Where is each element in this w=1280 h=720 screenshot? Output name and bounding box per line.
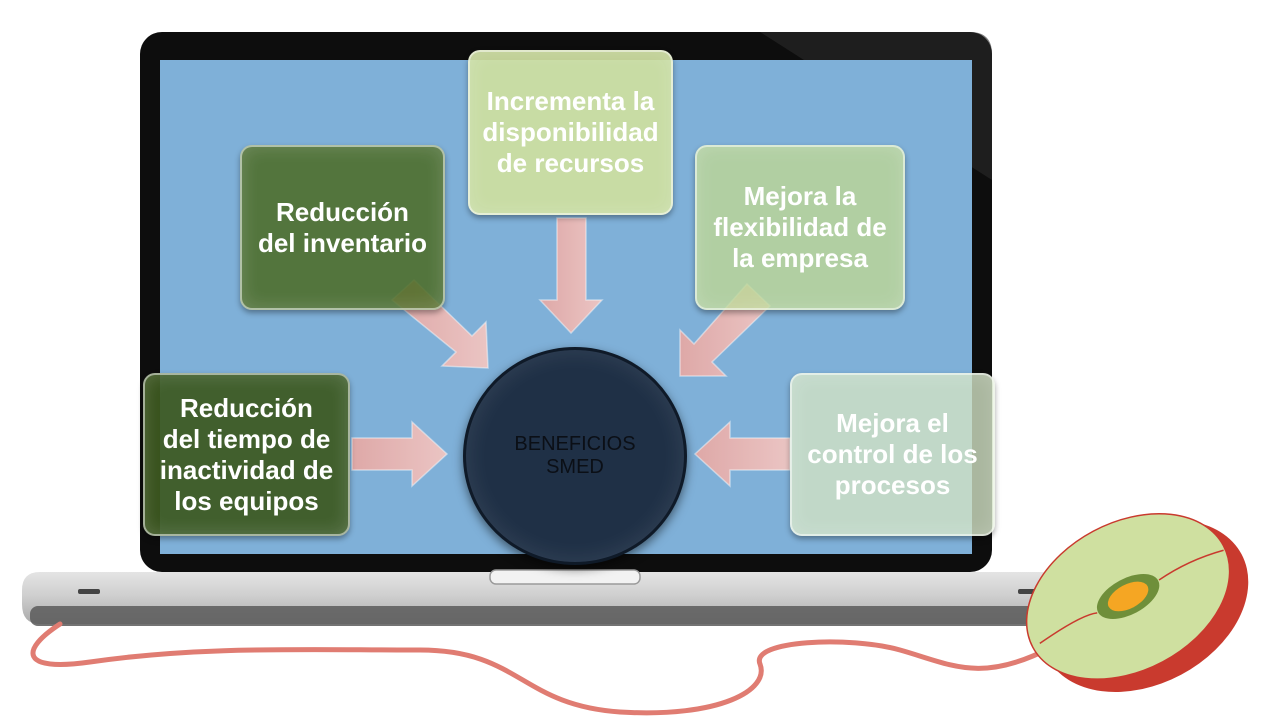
benefit-label: Incrementa la disponibilidad de recursos xyxy=(482,86,659,178)
benefit-box-process-control xyxy=(790,373,995,536)
benefit-box-downtime xyxy=(143,373,350,536)
benefit-label: Reducción del tiempo de inactividad de los equipos xyxy=(159,392,334,516)
benefit-box-resources xyxy=(468,50,673,215)
center-label: BENEFICIOS SMED xyxy=(514,433,636,478)
mouse-cable xyxy=(33,624,1050,713)
center-node-smed-benefits xyxy=(463,347,687,565)
laptop-base-shadow xyxy=(30,606,1060,626)
laptop-hinge-notch xyxy=(490,570,640,584)
benefit-label: Mejora el control de los procesos xyxy=(807,408,978,500)
benefit-box-inventory xyxy=(240,145,445,310)
benefit-label: Reducción del inventario xyxy=(257,196,428,258)
benefit-box-flexibility xyxy=(695,145,905,310)
benefit-label: Mejora la flexibilidad de la empresa xyxy=(713,181,887,273)
mouse xyxy=(998,475,1278,720)
laptop-port-left xyxy=(78,589,100,594)
